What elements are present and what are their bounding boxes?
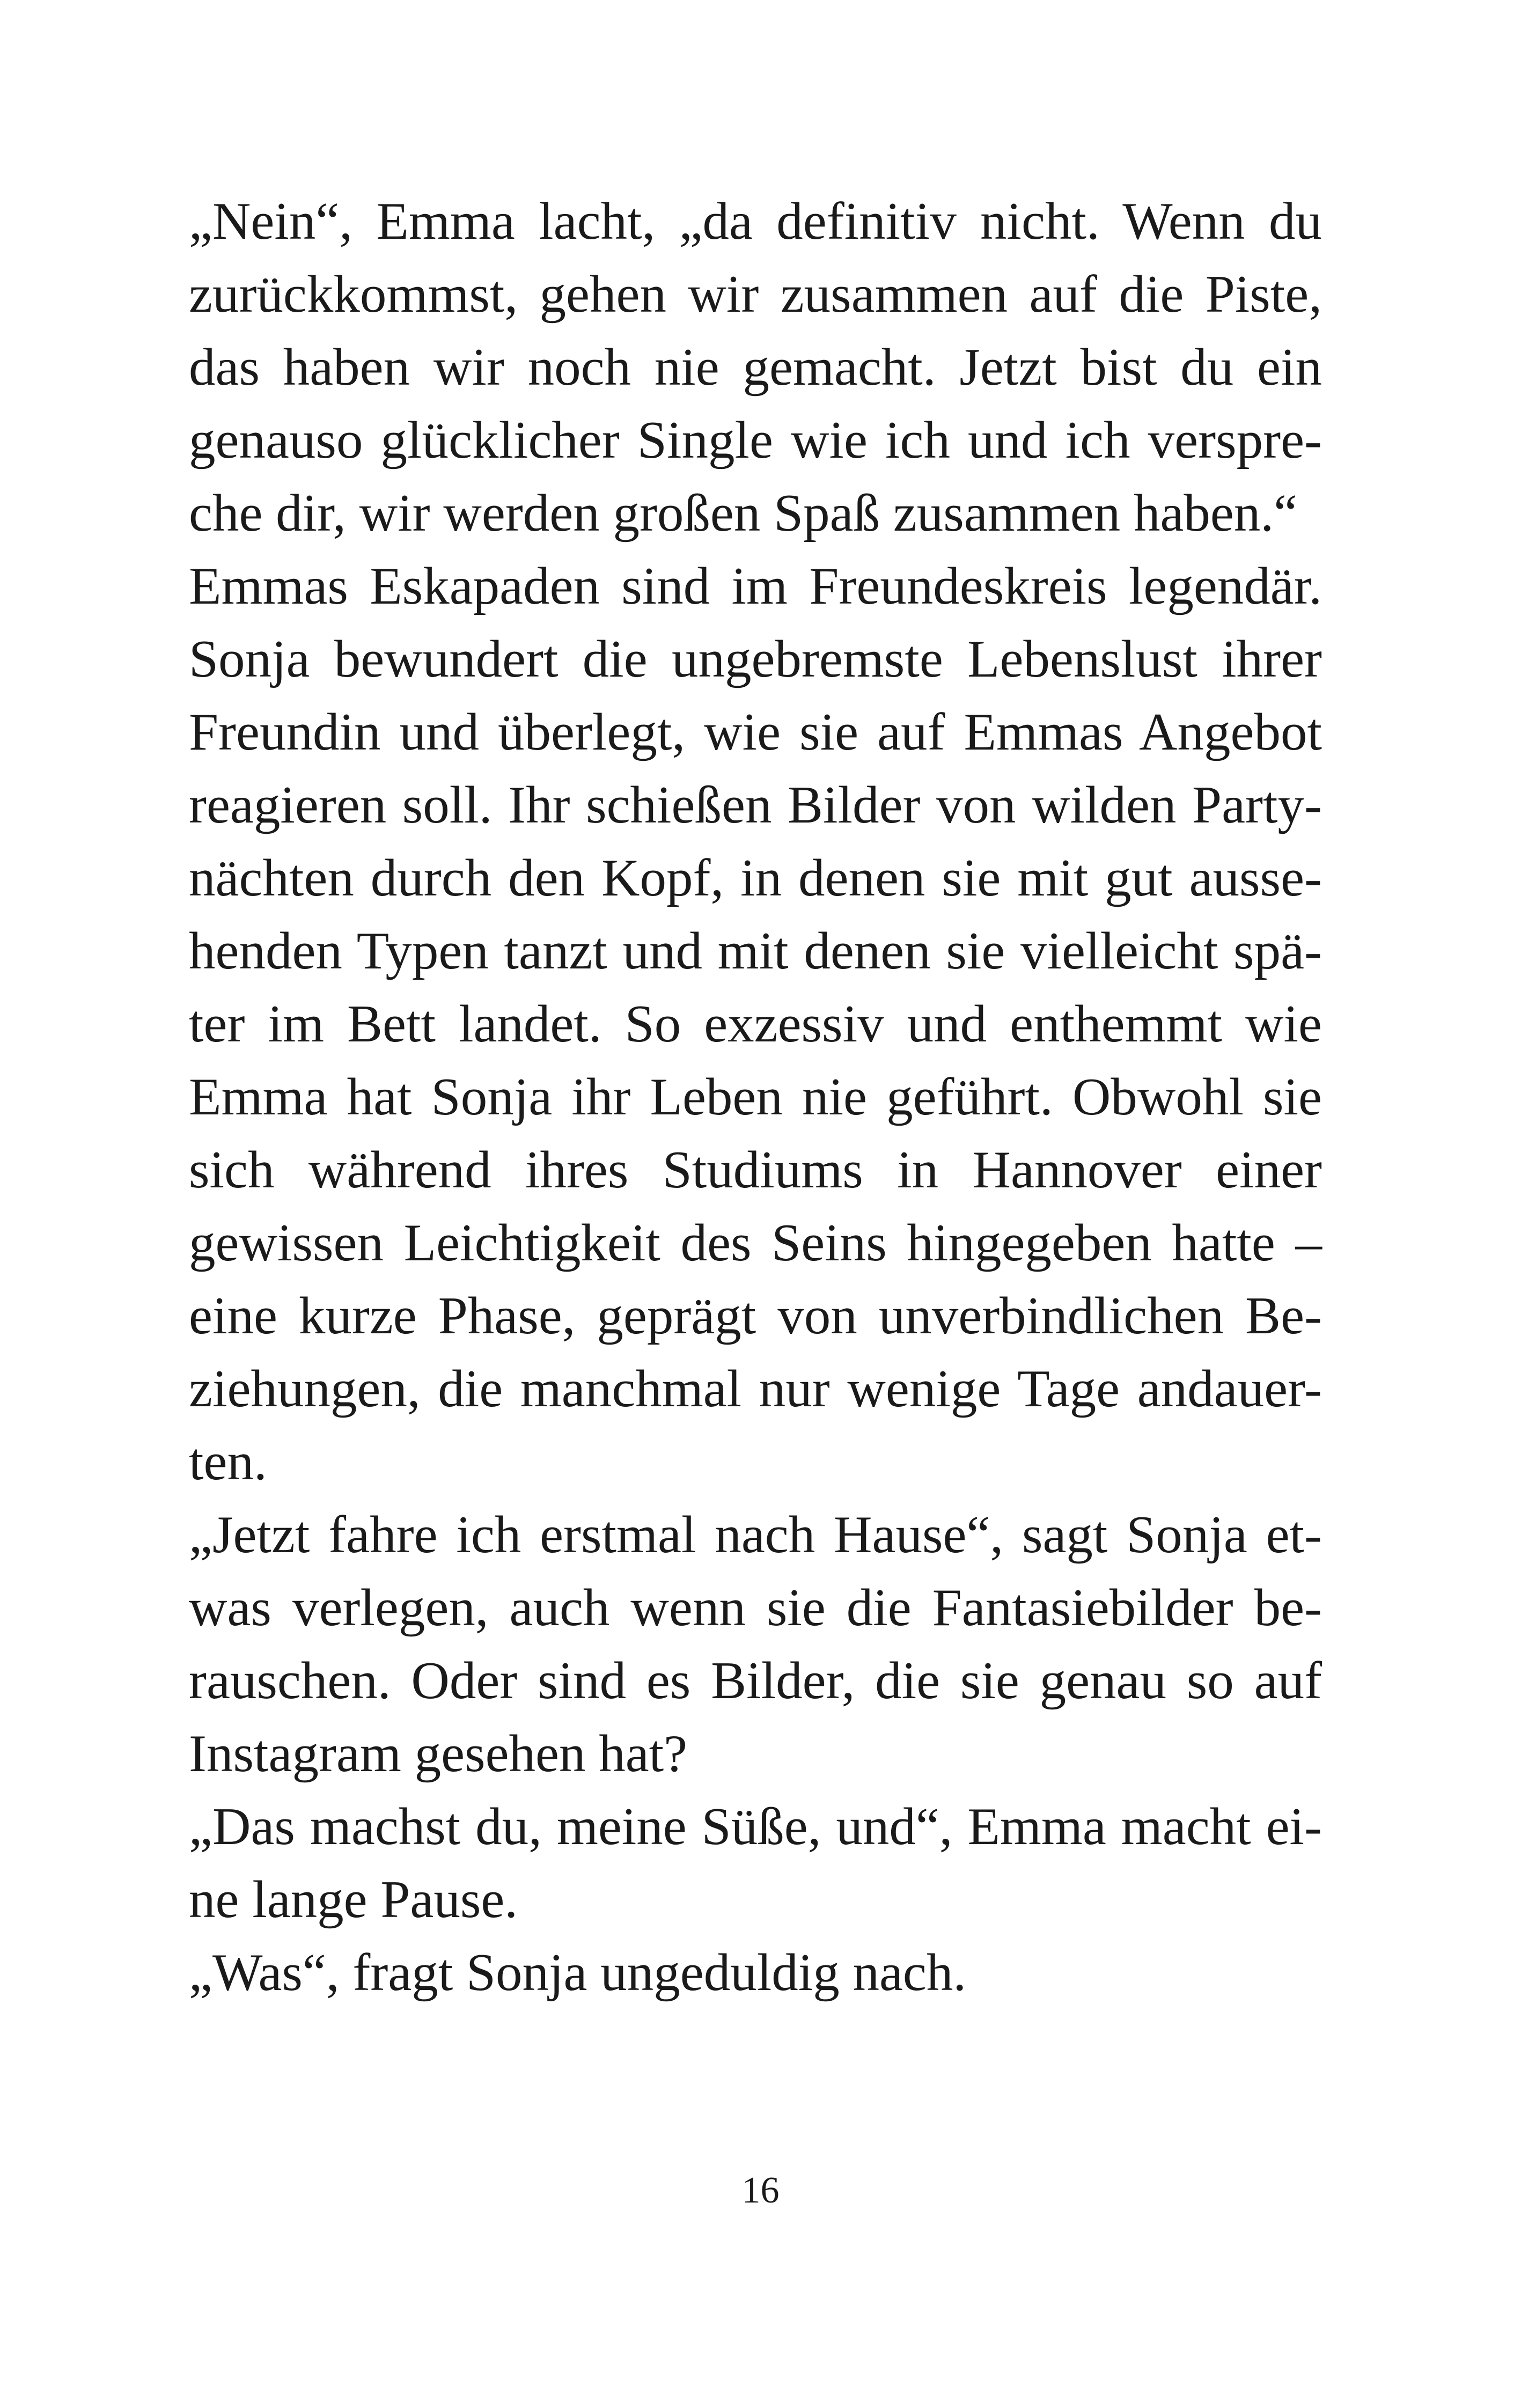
body-text <box>189 185 1322 2009</box>
text-line: zurückkommst, gehen wir zusammen auf die Piste, <box>189 265 1322 324</box>
text-line: Freundin und überlegt, wie sie auf Emmas Angebot <box>189 703 1322 761</box>
text-line: Emmas Eskapaden sind im Freundeskreis legendär. <box>189 557 1322 615</box>
text-line: „Was“, fragt Sonja ungeduldig nach. <box>189 1943 967 2002</box>
text-line: „Das machst du, meine Süße, und“, Emma macht ei- <box>189 1797 1322 1856</box>
text-line: „Jetzt fahre ich erstmal nach Hause“, sagt Sonja et- <box>189 1506 1322 1564</box>
page-number: 16 <box>741 2170 780 2211</box>
text-line: was verlegen, auch wenn sie die Fantasiebilder be- <box>189 1579 1322 1637</box>
text-line: ten. <box>189 1433 267 1491</box>
text-line: Instagram gesehen hat? <box>189 1724 688 1783</box>
text-line: Emma hat Sonja ihr Leben nie geführt. Obwohl sie <box>189 1068 1322 1126</box>
text-line: nächten durch den Kopf, in denen sie mit gut ausse- <box>189 849 1322 907</box>
text-line: eine kurze Phase, geprägt von unverbindlichen Be- <box>189 1287 1322 1345</box>
text-line: gewissen Leichtigkeit des Seins hingegeben hatte – <box>189 1214 1322 1272</box>
text-line: „Nein“, Emma lacht, „da definitiv nicht. Wenn du <box>189 192 1322 251</box>
text-line: genauso glücklicher Single wie ich und ich verspre- <box>189 411 1322 469</box>
text-line: henden Typen tanzt und mit denen sie vielleicht spä- <box>189 922 1322 980</box>
text-line: reagieren soll. Ihr schießen Bilder von wilden Party- <box>189 776 1322 834</box>
text-line: che dir, wir werden großen Spaß zusammen haben.“ <box>189 484 1298 542</box>
text-line: sich während ihres Studiums in Hannover einer <box>189 1141 1322 1199</box>
text-line: ziehungen, die manchmal nur wenige Tage andauer- <box>189 1360 1322 1418</box>
text-line: ne lange Pause. <box>189 1870 518 1929</box>
text-line: ter im Bett landet. So exzessiv und enthemmt wie <box>189 995 1322 1053</box>
text-line: Sonja bewundert die ungebremste Lebenslust ihrer <box>189 630 1322 688</box>
text-line: das haben wir noch nie gemacht. Jetzt bist du ein <box>189 338 1322 397</box>
text-line: rauschen. Oder sind es Bilder, die sie genau so auf <box>189 1651 1322 1710</box>
